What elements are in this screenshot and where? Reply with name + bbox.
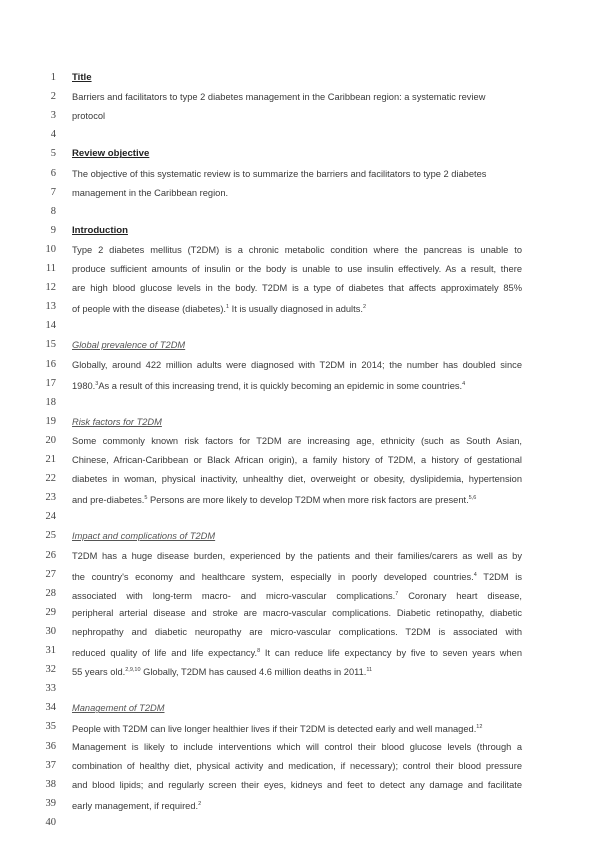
text-run: diabetes in woman, physical inactivity, unhealthy diet, overweight or obesity, dyslipidemia, hypertension [72, 474, 522, 485]
text-run: Impact and complications of T2DM [72, 531, 216, 542]
line-number: 5 [50, 148, 56, 160]
line-2 [0, 87, 595, 107]
line-29 [0, 603, 595, 623]
line-34 [0, 698, 595, 718]
text-run: and blood lipids; and regularly screen their eyes, kidneys and feet to detect any damage and facilitate [72, 779, 522, 790]
body-text [72, 278, 522, 298]
text-run: the country's economy and healthcare system, especially in poorly developed countries. [72, 571, 474, 582]
line-number: 9 [50, 224, 56, 236]
line-number: 3 [50, 110, 56, 122]
citation-superscript: 2 [198, 800, 202, 807]
line-number: 18 [45, 396, 56, 408]
line-5 [0, 144, 595, 164]
line-21 [0, 450, 595, 470]
line-37 [0, 756, 595, 776]
text-run: management in the Caribbean region. [72, 187, 229, 198]
text-run: nephropathy and diabetic neuropathy are micro-vascular complications. T2DM is associated with [72, 626, 522, 637]
line-number: 13 [45, 301, 56, 313]
text-run: produce sufficient amounts of insulin or the body is unable to use insulin effectively. As a result, there [72, 264, 522, 274]
line-8 [0, 202, 595, 222]
text-run: Persons are more likely to develop T2DM when more risk factors are present. [147, 495, 469, 506]
line-number: 17 [45, 377, 56, 389]
citation-superscript: 4 [473, 571, 477, 578]
citation-superscript: 1 [226, 304, 230, 311]
text-run: T2DM is [476, 571, 522, 582]
line-15 [0, 335, 595, 355]
citation-superscript: 12 [476, 724, 483, 731]
body-text [72, 775, 522, 795]
line-12 [0, 278, 595, 298]
body-text [72, 546, 522, 566]
line-16 [0, 355, 595, 375]
text-run: peripheral arterial disease and stroke are macro-vascular complications. Diabetic retinopathy, diabetic [72, 607, 522, 618]
line-30 [0, 622, 595, 642]
text-run: Globally, T2DM has caused 4.6 million deaths in 2011. [140, 667, 367, 678]
line-7 [0, 183, 595, 203]
text-run: protocol [72, 111, 106, 122]
body-text [72, 622, 522, 642]
line-number: 12 [45, 282, 56, 294]
citation-superscript: 3 [95, 380, 99, 387]
line-number: 29 [45, 606, 56, 618]
line-28 [0, 584, 595, 604]
body-text [72, 737, 522, 757]
line-number: 16 [45, 358, 56, 370]
text-run: Management is likely to include interventions which will control their blood glucose levels (through a [72, 741, 522, 752]
line-36 [0, 737, 595, 757]
body-text [72, 183, 228, 203]
line-4 [0, 125, 595, 145]
line-35 [0, 717, 595, 737]
subsection-heading [72, 412, 162, 432]
text-run: combination of healthy diet, physical activity and medication, if necessary); control their blood pressure [72, 760, 522, 771]
text-run: early management, if required. [72, 800, 199, 811]
line-number: 30 [45, 625, 56, 637]
line-40 [0, 813, 595, 833]
text-run: Review objective [72, 148, 150, 160]
line-number: 33 [45, 683, 56, 695]
body-text [72, 106, 105, 126]
line-17 [0, 374, 595, 394]
text-run: 1980. [72, 380, 96, 391]
body-text [72, 355, 522, 375]
body-text [72, 164, 486, 184]
subsection-heading [72, 335, 185, 355]
body-text [72, 240, 522, 260]
line-32 [0, 660, 595, 680]
line-number: 25 [45, 530, 56, 542]
line-number: 26 [45, 549, 56, 561]
line-38 [0, 775, 595, 795]
body-text [72, 259, 522, 279]
line-number: 1 [50, 72, 56, 83]
line-number: 38 [45, 778, 56, 790]
line-24 [0, 507, 595, 527]
body-text [72, 431, 522, 451]
line-number: 11 [45, 263, 56, 274]
line-number: 23 [45, 492, 56, 504]
text-run: 55 years old. [72, 667, 126, 678]
body-text [72, 450, 522, 470]
text-run: Chinese, African-Caribbean or Black African origin), a family history of T2DM, a history of gestational [72, 455, 522, 465]
line-18 [0, 393, 595, 413]
citation-superscript: 4 [462, 380, 466, 387]
line-19 [0, 412, 595, 432]
line-26 [0, 546, 595, 566]
line-number: 24 [45, 511, 56, 523]
line-number: 27 [45, 568, 56, 580]
line-number: 36 [45, 740, 56, 752]
text-run: Global prevalence of T2DM [72, 340, 186, 351]
line-number: 14 [45, 320, 56, 332]
line-number: 37 [45, 759, 56, 771]
citation-superscript: 7 [395, 590, 399, 597]
line-31 [0, 641, 595, 661]
text-run: It is usually diagnosed in adults. [229, 304, 363, 315]
citation-superscript: 8 [257, 648, 261, 654]
line-10 [0, 240, 595, 260]
citation-superscript: 5,6 [468, 495, 477, 502]
line-number: 32 [45, 664, 56, 676]
text-run: are high blood glucose levels in the body. T2DM is a type of diabetes that affects approximately 85% [72, 283, 522, 294]
text-run: Coronary heart disease, [398, 590, 522, 601]
line-11 [0, 259, 595, 279]
line-number: 15 [45, 339, 56, 351]
line-13 [0, 297, 595, 317]
text-run: associated with long-term macro- and micro-vascular complications. [72, 590, 396, 601]
text-run: Title [72, 72, 92, 83]
text-run: Barriers and facilitators to type 2 diabetes management in the Caribbean region: a systematic review [72, 92, 486, 103]
citation-superscript: 11 [366, 667, 373, 674]
text-run: It can reduce life expectancy by five to seven years when [260, 648, 522, 658]
line-number: 10 [45, 243, 56, 255]
line-33 [0, 679, 595, 699]
line-14 [0, 316, 595, 336]
line-number: 21 [45, 454, 56, 465]
line-25 [0, 526, 595, 546]
text-run: and pre-diabetes. [72, 495, 145, 506]
line-27 [0, 565, 595, 585]
section-heading [72, 221, 128, 241]
subsection-heading [72, 526, 215, 546]
line-number: 31 [45, 645, 56, 656]
line-number: 2 [50, 91, 56, 103]
section-heading [72, 68, 92, 88]
line-number: 4 [50, 129, 56, 141]
text-run: As a result of this increasing trend, it is quickly becoming an epidemic in some countries. [98, 380, 463, 391]
citation-superscript: 2,9,10 [125, 667, 141, 674]
citation-superscript: 2 [362, 304, 366, 311]
text-run: The objective of this systematic review is to summarize the barriers and facilitators to type 2 diabetes [72, 168, 487, 179]
line-6 [0, 164, 595, 184]
line-number: 8 [50, 205, 56, 217]
line-3 [0, 106, 595, 126]
body-text [72, 756, 522, 776]
citation-superscript: 5 [144, 495, 148, 502]
line-1 [0, 68, 595, 88]
subsection-heading [72, 698, 165, 718]
line-20 [0, 431, 595, 451]
line-number: 39 [45, 797, 56, 809]
line-number: 6 [50, 167, 56, 179]
line-number: 20 [45, 434, 56, 446]
line-number: 7 [50, 186, 56, 198]
text-run: Globally, around 422 million adults were diagnosed with T2DM in 2014; the number has doubled since [72, 359, 522, 370]
text-run: Risk factors for T2DM [72, 416, 162, 427]
text-run: reduced quality of life and life expectancy. [72, 648, 258, 658]
line-9 [0, 221, 595, 241]
text-run: People with T2DM can live longer healthier lives if their T2DM is detected early and well managed. [72, 724, 477, 735]
text-run: Management of T2DM [72, 703, 165, 714]
text-run: Type 2 diabetes mellitus (T2DM) is a chronic metabolic condition where the pancreas is unable to [72, 244, 522, 255]
section-heading [72, 144, 149, 164]
line-number: 35 [45, 721, 56, 733]
text-run: Some commonly known risk factors for T2DM are increasing age, ethnicity (such as South Asian, [72, 435, 522, 446]
body-text [72, 87, 485, 107]
line-number: 19 [45, 415, 56, 427]
line-number: 34 [45, 702, 56, 714]
body-text [72, 603, 522, 623]
line-number: 22 [45, 473, 56, 485]
line-22 [0, 469, 595, 489]
text-run: T2DM has a huge disease burden, experienced by the patients and their families/carers as well as by [72, 550, 522, 561]
line-number: 40 [45, 816, 56, 828]
text-run: of people with the disease (diabetes). [72, 304, 227, 315]
text-run: Introduction [72, 224, 128, 236]
body-text [72, 469, 522, 489]
line-39 [0, 794, 595, 814]
line-number: 28 [45, 587, 56, 599]
line-23 [0, 488, 595, 508]
